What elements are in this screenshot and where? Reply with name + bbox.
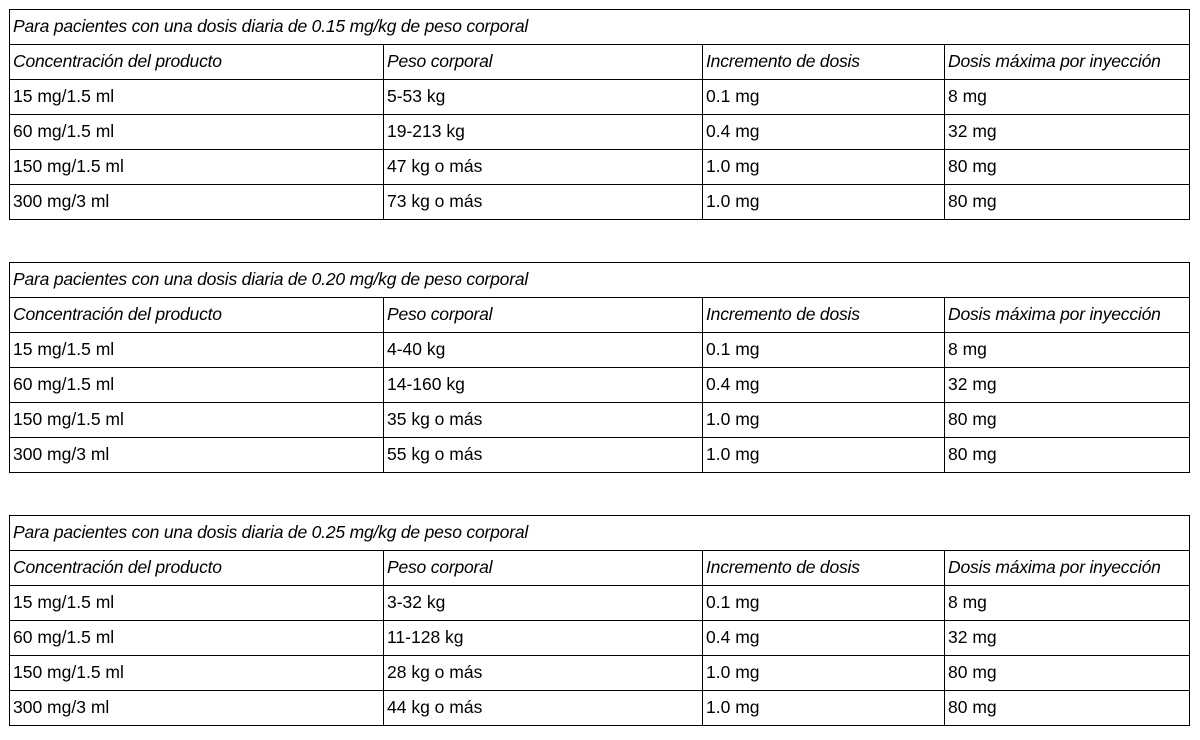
header-dosis-maxima: Dosis máxima por inyección — [945, 298, 1190, 333]
table-cell: 47 kg o más — [384, 150, 703, 185]
table-cell: 8 mg — [945, 80, 1190, 115]
table-caption: Para pacientes con una dosis diaria de 0.25 mg/kg de peso corporal — [10, 516, 1190, 551]
table-row — [10, 368, 1190, 403]
table-cell: 80 mg — [945, 656, 1190, 691]
table-header-row — [10, 298, 1190, 333]
table-row — [10, 586, 1190, 621]
table-header-row — [10, 45, 1190, 80]
table-cell: 15 mg/1.5 ml — [10, 586, 384, 621]
table-cell: 3-32 kg — [384, 586, 703, 621]
table-cell: 32 mg — [945, 115, 1190, 150]
header-peso: Peso corporal — [384, 551, 703, 586]
table-cell: 150 mg/1.5 ml — [10, 403, 384, 438]
header-incremento: Incremento de dosis — [703, 551, 945, 586]
header-concentracion: Concentración del producto — [10, 45, 384, 80]
table-caption: Para pacientes con una dosis diaria de 0.20 mg/kg de peso corporal — [10, 263, 1190, 298]
dose-table — [9, 262, 1190, 473]
header-incremento: Incremento de dosis — [703, 298, 945, 333]
table-cell: 15 mg/1.5 ml — [10, 80, 384, 115]
table-cell: 80 mg — [945, 150, 1190, 185]
table-row — [10, 621, 1190, 656]
header-dosis-maxima: Dosis máxima por inyección — [945, 45, 1190, 80]
table-cell: 1.0 mg — [703, 438, 945, 473]
dose-table — [9, 9, 1190, 220]
table-cell: 1.0 mg — [703, 150, 945, 185]
table-caption-row — [10, 10, 1190, 45]
table-row — [10, 691, 1190, 726]
table-row — [10, 438, 1190, 473]
table-cell: 8 mg — [945, 586, 1190, 621]
table-cell: 73 kg o más — [384, 185, 703, 220]
table-row — [10, 185, 1190, 220]
table-cell: 1.0 mg — [703, 691, 945, 726]
table-cell: 55 kg o más — [384, 438, 703, 473]
table-cell: 44 kg o más — [384, 691, 703, 726]
table-cell: 1.0 mg — [703, 656, 945, 691]
table-cell: 14-160 kg — [384, 368, 703, 403]
table-cell: 300 mg/3 ml — [10, 691, 384, 726]
table-row — [10, 115, 1190, 150]
table-caption-row — [10, 263, 1190, 298]
table-cell: 80 mg — [945, 691, 1190, 726]
header-concentracion: Concentración del producto — [10, 551, 384, 586]
header-incremento: Incremento de dosis — [703, 45, 945, 80]
table-cell: 4-40 kg — [384, 333, 703, 368]
table-cell: 150 mg/1.5 ml — [10, 656, 384, 691]
header-peso: Peso corporal — [384, 45, 703, 80]
table-row — [10, 403, 1190, 438]
table-cell: 1.0 mg — [703, 403, 945, 438]
table-row — [10, 80, 1190, 115]
table-row — [10, 150, 1190, 185]
table-cell: 0.1 mg — [703, 333, 945, 368]
table-cell: 60 mg/1.5 ml — [10, 621, 384, 656]
header-dosis-maxima: Dosis máxima por inyección — [945, 551, 1190, 586]
table-cell: 80 mg — [945, 438, 1190, 473]
table-row — [10, 333, 1190, 368]
table-cell: 300 mg/3 ml — [10, 185, 384, 220]
table-cell: 80 mg — [945, 403, 1190, 438]
table-cell: 0.1 mg — [703, 586, 945, 621]
table-row — [10, 656, 1190, 691]
dose-table — [9, 515, 1190, 726]
table-header-row — [10, 551, 1190, 586]
table-cell: 11-128 kg — [384, 621, 703, 656]
table-cell: 35 kg o más — [384, 403, 703, 438]
table-cell: 8 mg — [945, 333, 1190, 368]
table-cell: 28 kg o más — [384, 656, 703, 691]
table-cell: 15 mg/1.5 ml — [10, 333, 384, 368]
table-cell: 5-53 kg — [384, 80, 703, 115]
table-cell: 60 mg/1.5 ml — [10, 115, 384, 150]
table-cell: 32 mg — [945, 368, 1190, 403]
table-cell: 32 mg — [945, 621, 1190, 656]
header-concentracion: Concentración del producto — [10, 298, 384, 333]
header-peso: Peso corporal — [384, 298, 703, 333]
table-cell: 300 mg/3 ml — [10, 438, 384, 473]
table-cell: 0.1 mg — [703, 80, 945, 115]
table-cell: 0.4 mg — [703, 368, 945, 403]
table-cell: 0.4 mg — [703, 115, 945, 150]
table-cell: 19-213 kg — [384, 115, 703, 150]
table-cell: 0.4 mg — [703, 621, 945, 656]
table-caption: Para pacientes con una dosis diaria de 0.15 mg/kg de peso corporal — [10, 10, 1190, 45]
table-cell: 1.0 mg — [703, 185, 945, 220]
table-caption-row — [10, 516, 1190, 551]
table-cell: 80 mg — [945, 185, 1190, 220]
table-cell: 150 mg/1.5 ml — [10, 150, 384, 185]
table-cell: 60 mg/1.5 ml — [10, 368, 384, 403]
